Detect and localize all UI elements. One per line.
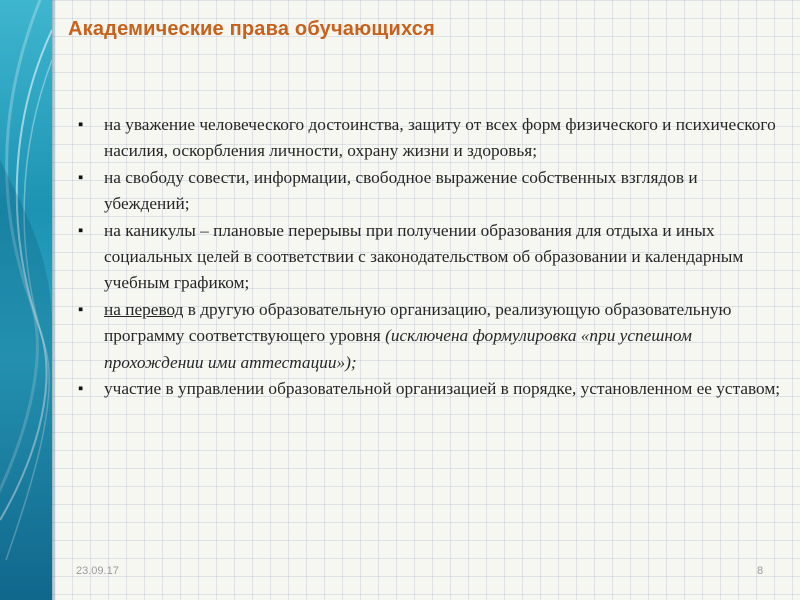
list-item-italic-text: (исключена формулировка «при успешном прохождении ими аттестации»); bbox=[104, 326, 692, 372]
side-band-shadow bbox=[52, 0, 56, 600]
wave-decoration bbox=[0, 0, 52, 600]
slide-title: Академические права обучающихся bbox=[68, 18, 435, 40]
list-item-text: на свободу совести, информации, свободное выражение собственных взглядов и убеждений; bbox=[104, 167, 698, 214]
list-item-underlined-text: на перевод bbox=[104, 299, 184, 319]
bullet-icon: ▪ bbox=[78, 168, 84, 186]
bullet-icon: ▪ bbox=[78, 116, 84, 133]
bullet-icon: ▪ bbox=[78, 221, 84, 239]
list-item bbox=[76, 297, 781, 376]
list-item-text: на каникулы – плановые перерывы при получении образования для отдыха и иных социальных целей в соответствии с законодательством об образовании и календарным учебным графиком; bbox=[104, 220, 744, 293]
page-number: 8 bbox=[757, 565, 764, 577]
footer-date: 23.09.17 bbox=[76, 565, 119, 577]
list-item bbox=[76, 376, 781, 402]
side-decoration-band bbox=[0, 0, 52, 600]
list-item-text: на уважение человеческого достоинства, защиту от всех форм физического и психического насилия, оскорбления личности, охрану жизни и здоровья; bbox=[104, 115, 776, 161]
bullet-icon: ▪ bbox=[78, 380, 84, 398]
list-item bbox=[76, 165, 781, 218]
bullet-icon: ▪ bbox=[78, 300, 84, 318]
list-item-text: участие в управлении образовательной организацией в порядке, установленном ее уставом; bbox=[104, 379, 781, 399]
list-item bbox=[76, 218, 781, 297]
list-item bbox=[76, 112, 781, 165]
list-item-text: в другую образовательную организацию, реализующую образовательную программу соответствующего уровня bbox=[104, 299, 732, 346]
rights-list bbox=[76, 112, 781, 402]
